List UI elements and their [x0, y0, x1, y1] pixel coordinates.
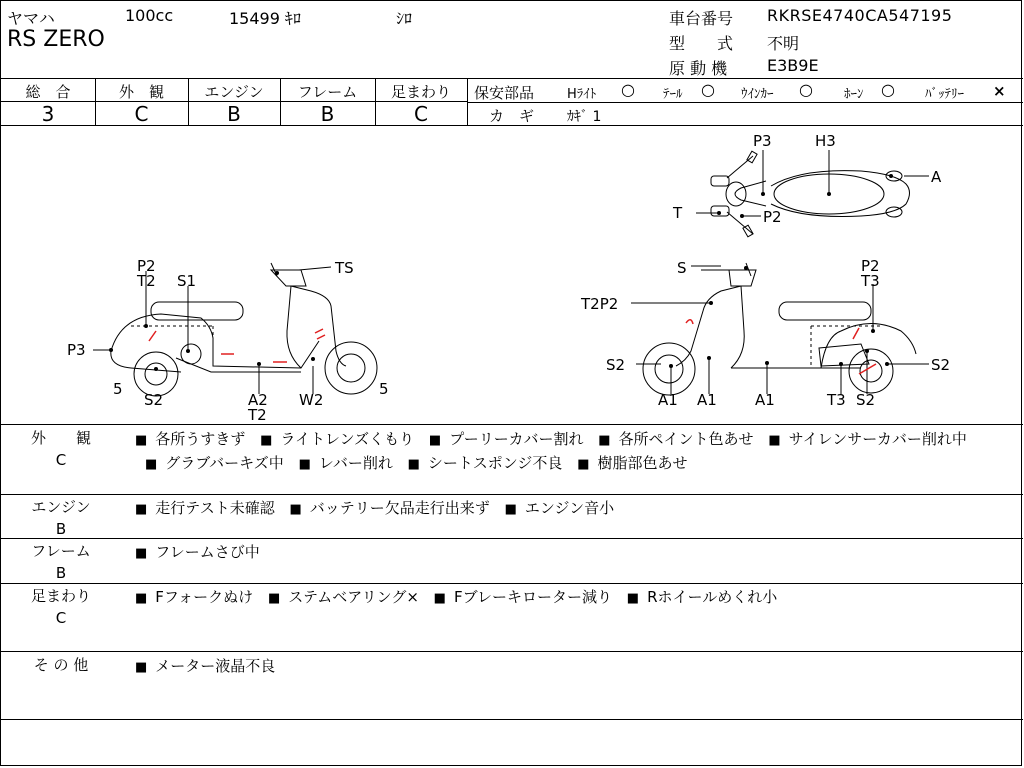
note-text: ステムベアリング×: [288, 588, 419, 606]
note-text: 樹脂部色あせ: [597, 454, 688, 472]
note-item: [135, 543, 260, 561]
section-title: 足まわり: [30, 587, 91, 605]
note-item: [505, 499, 615, 517]
section-notes: [135, 428, 1015, 476]
bullet-icon: ■: [598, 433, 611, 448]
grade-overall-label: 総 合: [25, 83, 71, 101]
label-right-t3: T3: [861, 272, 880, 290]
note-text: Rホイールめくれ小: [647, 588, 778, 606]
section-label: [1, 654, 121, 676]
grade-exterior-label: 外 観: [118, 83, 164, 101]
note-text: レバー削れ: [318, 454, 393, 472]
bullet-icon: ■: [267, 591, 281, 606]
note-text: Fフォークぬけ: [155, 588, 254, 606]
section-notes: [135, 586, 1015, 610]
rule-suspension: [1, 651, 1023, 652]
safety-tail: ﾃｰﾙ: [663, 87, 683, 102]
section-grade: B: [55, 564, 67, 582]
engine-label: 原 動 機: [669, 59, 728, 78]
safety-headlight-status: ○: [621, 80, 635, 99]
label-right-s: S: [677, 259, 687, 277]
safety-battery: ﾊﾞｯﾃﾘｰ: [925, 87, 964, 102]
bullet-icon: ■: [260, 433, 273, 448]
grade-engine-value: B: [227, 102, 241, 126]
label-right-a1b: A1: [697, 391, 717, 409]
rule-header: [1, 78, 1023, 79]
grade-engine-label: エンジン: [204, 83, 264, 101]
mileage: 15499 ｷﾛ: [229, 9, 301, 28]
note-item: [598, 430, 753, 448]
scooter-top-view: [696, 150, 929, 237]
note-text: ライトレンズくもり: [280, 430, 415, 448]
bullet-icon: ■: [135, 546, 148, 561]
grade-frame-value: B: [320, 102, 335, 126]
label-right-s2b: S2: [931, 356, 951, 374]
note-item: [135, 657, 275, 675]
safety-battery-status: ×: [993, 82, 1006, 100]
note-text: サイレンサーカバー削れ中: [788, 430, 967, 448]
note-text: プーリーカバー割れ: [449, 430, 584, 448]
bullet-icon: ■: [135, 660, 148, 675]
scooter-left-view: [93, 263, 377, 396]
section-grade: C: [55, 609, 67, 627]
bullet-icon: ■: [298, 457, 311, 472]
rule-diagram: [1, 424, 1023, 425]
note-text: 走行テスト未確認: [155, 499, 275, 517]
note-item: [627, 588, 777, 606]
note-item: [768, 430, 967, 448]
bullet-icon: ■: [135, 591, 148, 606]
displacement: 100cc: [125, 6, 174, 25]
label-left-ts: TS: [335, 259, 354, 277]
frame-no: RKRSE4740CA547195: [767, 6, 953, 25]
safety-winker: ｳｲﾝｶｰ: [741, 87, 774, 102]
section-title: フレーム: [31, 542, 91, 560]
bullet-icon: ■: [407, 457, 420, 472]
engine-value: E3B9E: [767, 56, 819, 75]
label-right-t2p2: T2P2: [581, 295, 619, 313]
note-item: [135, 430, 245, 448]
color: ｼﾛ: [396, 9, 413, 28]
type-value: 不明: [767, 34, 800, 53]
bullet-icon: ■: [626, 591, 640, 606]
label-left-p3: P3: [67, 341, 86, 359]
note-text: グラブバーキズ中: [165, 454, 284, 472]
note-text: シートスポンジ不良: [427, 454, 563, 472]
note-item: [429, 430, 584, 448]
note-item: [260, 430, 414, 448]
label-left-a2: A2: [248, 391, 268, 409]
section-title: エンジン: [31, 498, 91, 516]
section-grade: C: [55, 451, 67, 469]
label-right-a1a: A1: [658, 391, 678, 409]
note-text: 各所ペイント色あせ: [618, 430, 754, 448]
section-title: 外 観: [30, 429, 91, 447]
frame-no-label: 車台番号: [669, 9, 734, 28]
label-left-p2: P2: [137, 257, 156, 275]
bullet-icon: ■: [504, 502, 517, 517]
model-name: RS ZERO: [7, 27, 105, 52]
safety-winker-status: ○: [799, 80, 813, 99]
section-notes: [135, 497, 1015, 521]
bullet-icon: ■: [433, 591, 446, 606]
note-text: 各所うすきず: [155, 430, 246, 448]
safety-tail-status: ○: [701, 80, 715, 99]
note-item: [577, 454, 687, 472]
note-item: [408, 454, 563, 472]
safety-horn-status: ○: [881, 80, 895, 99]
safety-label: 保安部品: [474, 84, 535, 102]
bullet-icon: ■: [768, 433, 781, 448]
type-label: 型 式: [669, 34, 734, 53]
grade-suspension-label: 足まわり: [390, 83, 451, 101]
rule-frame: [1, 583, 1023, 584]
grade-frame-label: フレーム: [297, 83, 358, 101]
rule-other: [1, 719, 1023, 720]
note-item: [135, 588, 253, 606]
section-title: そ の 他: [33, 656, 89, 674]
safety-headlight: Hﾗｲﾄ: [567, 87, 597, 102]
label-left-t2b: T2: [248, 406, 267, 423]
grade-suspension-value: C: [414, 102, 428, 126]
label-left-s2: S2: [144, 391, 164, 409]
scooter-right-view: [631, 263, 929, 395]
label-top-h3: H3: [815, 132, 836, 150]
note-item: [145, 454, 284, 472]
safety-horn: ﾎｰﾝ: [844, 87, 864, 102]
section-label: [1, 427, 121, 471]
note-text: エンジン音小: [524, 499, 615, 517]
grade-overall-value: 3: [41, 102, 55, 126]
rule-exterior: [1, 494, 1023, 495]
label-left-s1: S1: [177, 272, 197, 290]
bullet-icon: ■: [145, 457, 158, 472]
bullet-icon: ■: [577, 457, 590, 472]
note-item: [289, 499, 489, 517]
note-item: [434, 588, 612, 606]
rule-engine: [1, 538, 1023, 539]
label-top-p3: P3: [753, 132, 772, 150]
label-right-s2c: S2: [856, 391, 876, 409]
label-right-s2a: S2: [606, 356, 626, 374]
label-right-p2: P2: [861, 257, 880, 275]
label-top-a: A: [931, 168, 942, 186]
section-notes: [135, 541, 1015, 565]
label-top-t: T: [673, 204, 683, 222]
section-label: [1, 585, 121, 629]
note-text: フレームさび中: [155, 543, 260, 561]
section-grade: B: [55, 520, 67, 538]
label-top-p2: P2: [763, 208, 782, 226]
bullet-icon: ■: [428, 433, 442, 448]
label-left-w2: W2: [299, 391, 324, 409]
damage-diagram: [1, 126, 1021, 423]
note-text: Fブレーキローター減り: [453, 588, 612, 606]
grade-exterior-value: C: [134, 102, 149, 126]
note-item: [135, 499, 275, 517]
key-value: ｶｷﾞ 1: [567, 109, 602, 125]
section-label: [1, 540, 121, 584]
note-text: バッテリー欠品走行出来ず: [309, 499, 490, 517]
label-left-5a: 5: [113, 380, 123, 398]
label-left-t2: T2: [137, 272, 156, 290]
label-right-a1c: A1: [755, 391, 775, 409]
bullet-icon: ■: [135, 433, 148, 448]
label-right-t3b: T3: [827, 391, 846, 409]
note-item: [299, 454, 393, 472]
bullet-icon: ■: [135, 502, 148, 517]
note-text: メーター液晶不良: [155, 657, 276, 675]
label-left-5b: 5: [379, 380, 389, 398]
maker: ヤマハ: [7, 9, 55, 28]
key-label: カ ギ: [489, 107, 535, 125]
note-item: [268, 588, 419, 606]
section-notes: [135, 655, 1015, 679]
section-label: [1, 496, 121, 540]
bullet-icon: ■: [289, 502, 302, 517]
